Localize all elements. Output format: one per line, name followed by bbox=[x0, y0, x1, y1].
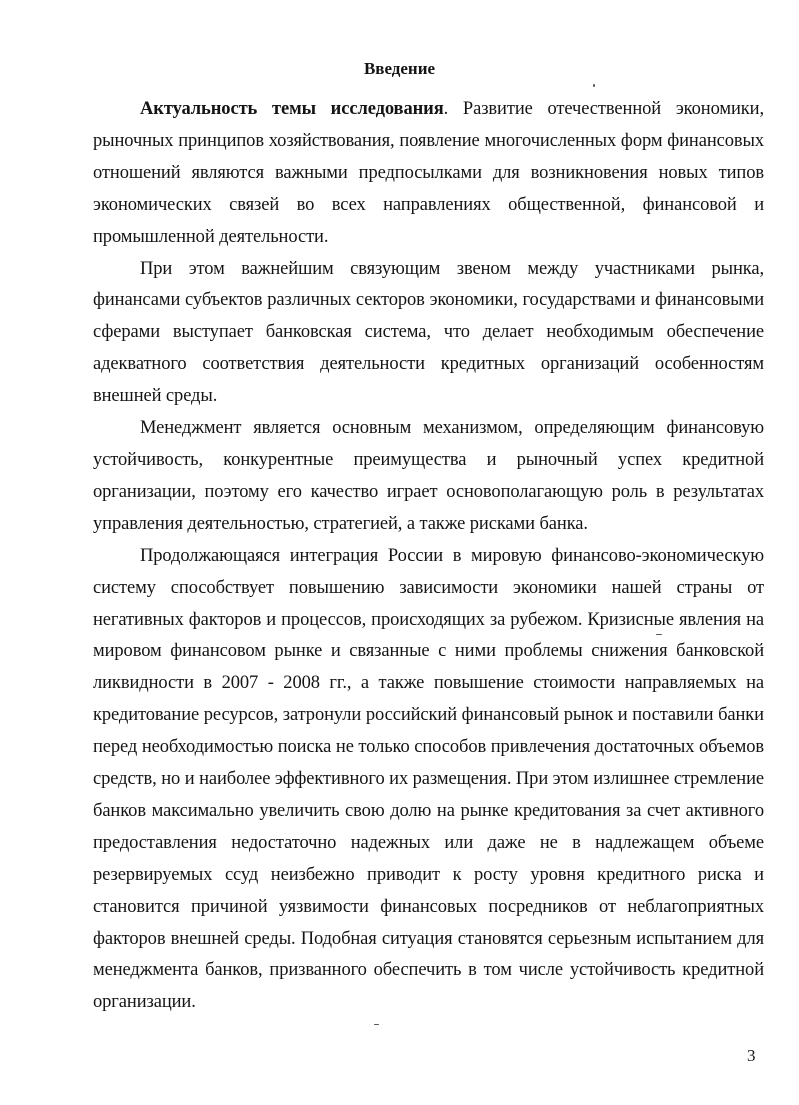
page-title: Введение bbox=[363, 59, 436, 78]
body-text bbox=[93, 94, 764, 1019]
scan-speck bbox=[593, 84, 595, 87]
scan-speck bbox=[374, 1024, 379, 1025]
page-number: 3 bbox=[747, 1046, 756, 1065]
paragraph-relevance bbox=[93, 94, 764, 254]
paragraph-integration: Продолжающаяся интеграция России в мировую финансово-экономическую систему способствует повышению зависимости экономики нашей страны от негативных факторов и процессов, происходящих за рубежом. Кризисные явления на мировом финансовом рынке и связанные с ними проблемы снижения банковской ликвидности в 2007 - 2008 гг., а также повышение стоимости направляемых на кредитование ресурсов, затронули российский финансовый рынок и поставили банки перед необходимостью поиска не только способов привлечения достаточных объемов средств, но и наиболее эффективного их размещения. При этом излишнее стремление банков максимально увеличить свою долю на рынке кредитования за счет активного предоставления недостаточно надежных или даже не в надлежащем объеме резервируемых ссуд неизбежно приводит к росту уровня кредитного риска и становится причиной уязвимости финансовых посредников от неблагоприятных факторов внешней среды. Подобная ситуация становятся серьезным испытанием для менеджмента банков, призванного обеспечить в том числе устойчивость кредитной организации. bbox=[93, 545, 764, 1013]
relevance-heading: Актуальность темы исследования bbox=[140, 99, 444, 119]
paragraph-banking-system: При этом важнейшим связующим звеном между участниками рынка, финансами субъектов различных секторов экономики, государствами и финансовыми сферами выступает банковская система, что делает необходимым обеспечение адекватного соответствия деятельности кредитных организаций особенностям внешней среды. bbox=[93, 258, 764, 407]
scan-speck bbox=[656, 634, 662, 635]
paragraph-text: . Развитие отечественной экономики, рыночных принципов хозяйствования, появление многочисленных форм финансовых отношений являются важными предпосылками для возникновения новых типов экономических связей во всех направлениях общественной, финансовой и промышленной деятельности. bbox=[93, 99, 764, 247]
paragraph-management: Менеджмент является основным механизмом, определяющим финансовую устойчивость, конкурентные преимущества и рыночный успех кредитной организации, поэтому его качество играет основополагающую роль в результатах управления деятельностью, стратегией, а также рисками банка. bbox=[93, 418, 764, 534]
